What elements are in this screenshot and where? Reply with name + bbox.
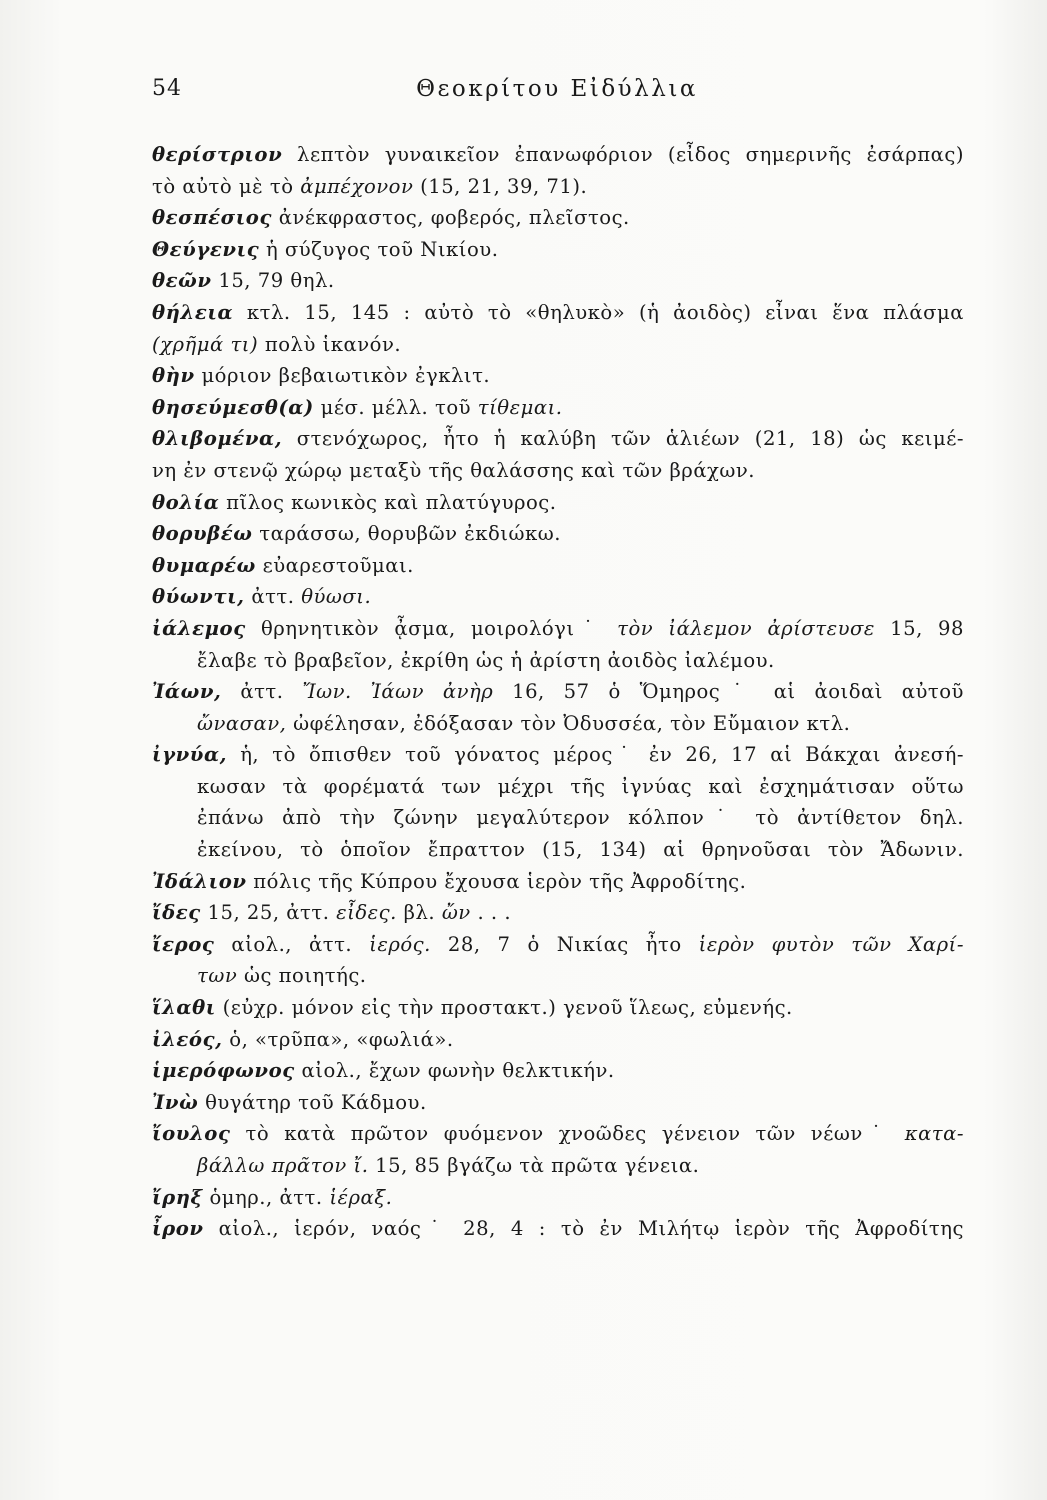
- definition-text: μέσ. μέλλ. τοῦ: [313, 395, 478, 419]
- entry-continuation-line: [152, 708, 964, 740]
- definition-text: αἰολ., ἱερόν, ναός˙ 28, 4 : τὸ ἐν Μιλήτῳ ἱερὸν τῆς Ἀφροδίτης: [203, 1217, 964, 1241]
- glossary-entry: [152, 423, 964, 486]
- entry-continuation-line: [152, 455, 964, 487]
- glossary-entries: [152, 139, 964, 1245]
- headword: ἰγνύα,: [152, 743, 228, 767]
- page-number: 54: [152, 76, 182, 101]
- definition-text: στενόχωρος, ἦτο ἡ καλύβη τῶν ἁλιέων (21, 18) ὡς κειμέ-: [282, 427, 964, 451]
- headword: θήλεια: [152, 300, 234, 324]
- glossary-entry: [152, 487, 964, 519]
- headword: ἴρηξ: [152, 1185, 203, 1209]
- headword: Θεύγενις: [152, 237, 260, 261]
- italic-text: ἱερός.: [369, 932, 431, 956]
- definition-text: αἰολ., ἀττ.: [214, 932, 370, 956]
- glossary-entry: [152, 234, 964, 266]
- entry-line: [152, 929, 964, 961]
- entry-continuation-line: [152, 802, 964, 834]
- headword: Ἰάων,: [152, 680, 222, 704]
- entry-line: [152, 1118, 964, 1150]
- headword: ἶρον: [152, 1217, 204, 1241]
- entry-line: [152, 581, 964, 613]
- glossary-entry: [152, 1055, 964, 1087]
- definition-text: ὠφέλησαν, ἐδόξασαν τὸν Ὀδυσσέα, τὸν Εὔμαιον κτλ.: [286, 711, 851, 735]
- definition-text: πόλις τῆς Κύπρου ἔχουσα ἱερὸν τῆς Ἀφροδίτης.: [246, 869, 747, 893]
- definition-text: ὡς ποιητής.: [237, 964, 367, 988]
- italic-text: ἱέραξ.: [329, 1185, 393, 1209]
- headword: Ἰδάλιον: [152, 869, 247, 893]
- running-title: Θεοκρίτου Εἰδύλλια: [416, 76, 698, 102]
- definition-text: 15, 85 βγάζω τὰ πρῶτα γένεια.: [368, 1154, 700, 1177]
- entry-line: [152, 139, 964, 171]
- entry-line: [152, 613, 964, 645]
- headword: ἰάλεμος: [152, 616, 246, 640]
- definition-text: βλ.: [396, 901, 442, 925]
- glossary-entry: [152, 1213, 964, 1245]
- entry-line: [152, 297, 964, 329]
- headword: θλιβομένα,: [152, 427, 283, 451]
- entry-line: [152, 518, 964, 550]
- entry-line: [152, 202, 964, 234]
- glossary-entry: [152, 1182, 964, 1214]
- definition-text: ἀνέκφραστος, φοβερός, πλεῖστος.: [272, 206, 630, 230]
- italic-text: των: [197, 964, 238, 988]
- entry-line: [152, 1055, 964, 1087]
- headword: ἱμερόφωνος: [152, 1059, 295, 1083]
- glossary-entry: [152, 360, 964, 392]
- definition-text: τὸ αὐτὸ μὲ τὸ: [152, 174, 301, 198]
- definition-text: 15, 79 θηλ.: [211, 269, 335, 293]
- glossary-entry: [152, 897, 964, 929]
- glossary-entry: [152, 581, 964, 613]
- glossary-entry: [152, 739, 964, 865]
- glossary-entry: [152, 676, 964, 739]
- entry-line: [152, 360, 964, 392]
- definition-text: ὁμηρ., ἀττ.: [202, 1185, 330, 1209]
- glossary-entry: [152, 992, 964, 1024]
- headword: θορυβέω: [152, 522, 253, 546]
- entry-line: [152, 1213, 964, 1245]
- glossary-entry: [152, 866, 964, 898]
- entry-line: [152, 423, 964, 455]
- definition-text: κωσαν τὰ φορέματά των μέχρι τῆς ἰγνύας καὶ ἐσχημάτισαν οὕτω: [197, 774, 964, 798]
- entry-line: [152, 866, 964, 898]
- italic-text: ὤν: [441, 901, 471, 925]
- entry-continuation-line: [152, 1150, 964, 1182]
- glossary-entry: [152, 1118, 964, 1181]
- definition-text: 15, 98: [874, 616, 964, 640]
- headword: ἰλεός,: [152, 1027, 223, 1051]
- italic-text: (χρῆμά τι): [152, 332, 259, 356]
- entry-continuation-line: [152, 645, 964, 677]
- italic-text: κατα-: [904, 1122, 964, 1146]
- entry-line: [152, 1087, 964, 1119]
- definition-text: πῖλος κωνικὸς καὶ πλατύγυρος.: [219, 490, 557, 514]
- definition-text: εὐαρεστοῦμαι.: [255, 553, 414, 577]
- definition-text: ἐπάνω ἀπὸ τὴν ζώνην μεγαλύτερον κόλπον˙ τὸ ἀντίθετον δηλ.: [197, 806, 964, 830]
- definition-text: πολὺ ἱκανόν.: [258, 332, 402, 356]
- headword: θὴν: [152, 364, 195, 388]
- italic-text: ἀμπέχονον: [300, 174, 414, 198]
- definition-text: (εὐχρ. μόνον εἰς τὴν προστακτ.) γενοῦ ἵλεως, εὐμενής.: [215, 996, 793, 1020]
- headword: Ἰνὼ: [152, 1090, 199, 1114]
- glossary-entry: [152, 139, 964, 202]
- definition-text: ἀττ.: [244, 585, 302, 609]
- definition-text: θρηνητικὸν ᾆσμα, μοιρολόγι˙: [245, 616, 618, 640]
- headword: θύωντι,: [152, 585, 245, 609]
- definition-text: 28, 7 ὁ Νικίας ἦτο: [430, 932, 699, 956]
- glossary-entry: [152, 1087, 964, 1119]
- definition-text: ἔλαβε τὸ βραβεῖον, ἐκρίθη ὡς ἡ ἀρίστη ἀοιδὸς ἰαλέμου.: [197, 648, 775, 672]
- entry-line: [152, 234, 964, 266]
- italic-text: ἱερὸν φυτὸν τῶν Χαρί-: [698, 932, 964, 956]
- glossary-entry: [152, 392, 964, 424]
- italic-text: ὤνασαν,: [197, 711, 287, 735]
- italic-text: Ἴων. Ἰάων ἀνὴρ: [302, 680, 494, 704]
- page-header: [152, 76, 962, 116]
- definition-text: ταράσσω, θορυβῶν ἐκδιώκω.: [252, 522, 561, 546]
- definition-text: ἐκείνου, τὸ ὁποῖον ἔπραττον (15, 134) αἱ θρηνοῦσαι τὸν Ἄδωνιν.: [197, 838, 964, 862]
- entry-continuation-line: [152, 171, 964, 203]
- glossary-entry: [152, 518, 964, 550]
- glossary-entry: [152, 1024, 964, 1056]
- headword: ἵλαθι: [152, 996, 216, 1020]
- headword: θυμαρέω: [152, 553, 256, 577]
- headword: θησεύμεσθ(α): [152, 395, 314, 419]
- definition-text: ὁ, «τρῦπα», «φωλιά».: [222, 1027, 454, 1051]
- entry-line: [152, 1182, 964, 1214]
- definition-text: ἡ σύζυγος τοῦ Νικίου.: [259, 237, 499, 261]
- entry-line: [152, 676, 964, 708]
- glossary-entry: [152, 550, 964, 582]
- glossary-entry: [152, 265, 964, 297]
- definition-text: (15, 21, 39, 71).: [413, 174, 588, 198]
- definition-text: ἀττ.: [221, 680, 303, 704]
- definition-text: νη ἐν στενῷ χώρῳ μεταξὺ τῆς θαλάσσης καὶ τῶν βράχων.: [152, 458, 756, 482]
- headword: ἴδες: [152, 901, 201, 925]
- entry-line: [152, 1024, 964, 1056]
- italic-text: τίθεμαι.: [477, 395, 563, 419]
- glossary-entry: [152, 202, 964, 234]
- italic-text: τὸν ἰάλεμον ἀρίστευσε: [617, 616, 875, 640]
- italic-text: θύωσι.: [301, 585, 372, 609]
- italic-text: εἶδες.: [336, 901, 397, 925]
- entry-line: [152, 487, 964, 519]
- definition-text: 15, 25, ἀττ.: [200, 901, 337, 925]
- glossary-entry: [152, 297, 964, 360]
- entry-continuation-line: [152, 834, 964, 866]
- definition-text: μόριον βεβαιωτικὸν ἐγκλιτ.: [194, 364, 491, 388]
- definition-text: τὸ κατὰ πρῶτον φυόμενον χνοῶδες γένειον τῶν νέων˙: [230, 1122, 905, 1146]
- entry-line: [152, 550, 964, 582]
- entry-continuation-line: [152, 960, 964, 992]
- headword: ἴερος: [152, 932, 215, 956]
- headword: θεσπέσιος: [152, 206, 273, 230]
- definition-text: 16, 57 ὁ Ὅμηρος˙ αἱ ἀοιδαὶ αὐτοῦ: [493, 680, 964, 704]
- entry-continuation-line: [152, 329, 964, 361]
- headword: θολία: [152, 490, 220, 514]
- glossary-entry: [152, 929, 964, 992]
- entry-line: [152, 992, 964, 1024]
- definition-text: . . .: [470, 901, 512, 925]
- definition-text: λεπτὸν γυναικεῖον ἐπανωφόριον (εἶδος σημερινῆς ἐσάρπας): [282, 143, 964, 166]
- entry-line: [152, 392, 964, 424]
- headword: θερίστριον: [152, 143, 283, 166]
- headword: ἴουλος: [152, 1122, 231, 1146]
- definition-text: κτλ. 15, 145 : αὐτὸ τὸ «θηλυκὸ» (ἡ ἀοιδὸς) εἶναι ἕνα πλάσμα: [233, 300, 964, 324]
- entry-continuation-line: [152, 771, 964, 803]
- entry-line: [152, 897, 964, 929]
- glossary-entry: [152, 613, 964, 676]
- entry-line: [152, 739, 964, 771]
- definition-text: αἰολ., ἔχων φωνὴν θελκτικήν.: [294, 1059, 615, 1083]
- definition-text: θυγάτηρ τοῦ Κάδμου.: [198, 1090, 427, 1114]
- headword: θεῶν: [152, 269, 212, 293]
- entry-line: [152, 265, 964, 297]
- definition-text: ἡ, τὸ ὄπισθεν τοῦ γόνατος μέρος˙ ἐν 26, 17 αἱ Βάκχαι ἀνεσή-: [227, 743, 964, 767]
- italic-text: βάλλω πρᾶτον ἴ.: [197, 1154, 369, 1177]
